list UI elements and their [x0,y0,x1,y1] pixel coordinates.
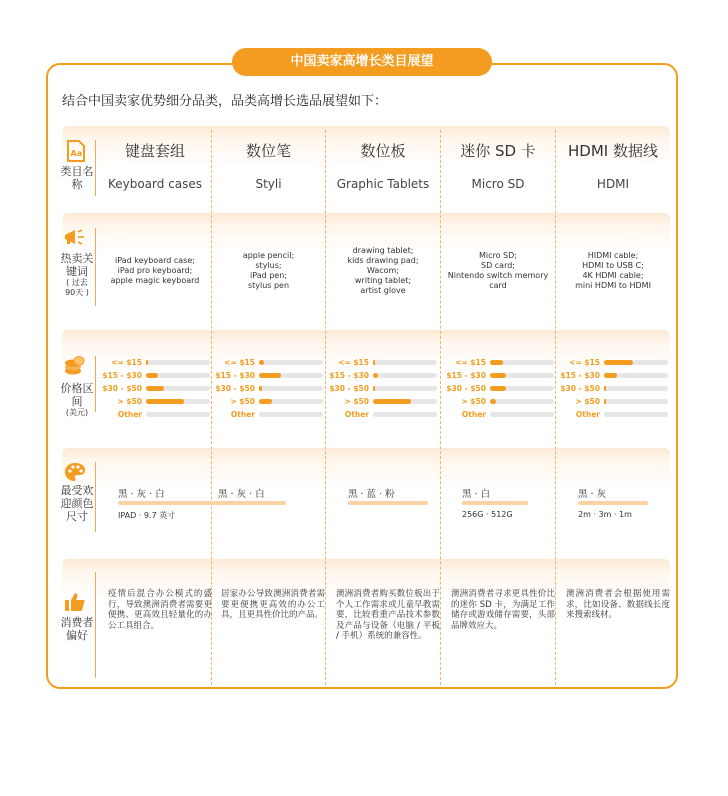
price-bar-fill [146,386,164,391]
price-row [100,357,218,370]
category-name-zh: 键盘套组 [124,142,185,160]
price-row [444,370,562,383]
popular-colors: 黑 · 灰 · 白 [218,489,265,500]
page-title: 中国卖家高增长类目展望 [232,48,492,76]
price-level-label: <= $15 [111,358,142,367]
price-row [327,396,445,409]
price-row [327,383,445,396]
price-bar-track [490,399,554,404]
price-row [444,383,562,396]
price-bar-track [146,386,210,391]
price-row [444,396,562,409]
price-bar-fill [373,399,411,404]
price-level-label: <= $15 [569,358,600,367]
price-bar-track [259,412,323,417]
row-label-divider [95,572,96,678]
category-name-en: Keyboard cases [107,177,203,191]
price-bar-fill [146,399,184,404]
price-level-label: > $50 [344,397,369,406]
price-bar-track [490,386,554,391]
price-level-label: > $50 [575,397,600,406]
popular-sizes: 2m · 3m · 1m [578,510,632,519]
popular-colors: 黑 · 灰 [578,489,607,500]
price-bar-track [604,412,668,417]
thumbs-up-icon [64,592,86,612]
price-bar-track [490,373,554,378]
price-row [558,370,676,383]
price-row [213,409,331,422]
price-bar-fill [490,360,503,365]
category-name-en: Graphic Tablets [336,177,430,191]
price-bar-fill [259,386,262,391]
price-bar-track [259,386,323,391]
row-label-divider [95,140,96,196]
price-bar-fill [604,399,606,404]
price-bar-fill [490,399,496,404]
category-name-en: Micro SD [471,177,525,191]
keyword-list: HIDMI cable; HDMI to USB C; 4K HDMI cable; mini HDMI to HDMI [575,251,651,290]
price-row [327,370,445,383]
band-colors [62,448,670,552]
price-level-label: <= $15 [338,358,369,367]
price-bar-fill [259,399,272,404]
price-level-label: $30 - $50 [560,384,600,393]
row-label-keywords: 热卖关键词 ( 过去 90天 ) [60,252,94,297]
color-bar [348,501,428,505]
price-level-label: $30 - $50 [215,384,255,393]
price-bar-track [490,360,554,365]
price-level-label: > $50 [461,397,486,406]
megaphone-icon [63,228,87,246]
price-bar-track [604,373,668,378]
popular-colors: 黑 · 灰 · 白 [118,489,165,500]
price-bar-fill [604,373,617,378]
price-row [100,396,218,409]
price-level-label: Other [230,410,255,419]
price-level-label: <= $15 [224,358,255,367]
price-level-label: $15 - $30 [215,371,255,380]
price-level-label: > $50 [117,397,142,406]
price-row [327,409,445,422]
category-name-zh: HDMI 数据线 [568,142,658,160]
row-label-divider [95,356,96,412]
svg-text:Aa: Aa [70,149,83,158]
color-bar [118,501,286,505]
keyword-list: drawing tablet; kids drawing pad; Wacom; writing tablet; artist glove [347,246,419,295]
consumer-preference: 澳洲消费者寻求更具性价比的迷你 SD 卡，为满足工作储存或游戏储存需要，头部品牌效应大。 [451,589,555,631]
price-bar-fill [259,360,264,365]
price-distribution [444,357,562,422]
popular-colors: 黑 · 蓝 · 粉 [348,489,395,500]
consumer-preference: 疫情后混合办公模式的盛行，导致澳洲消费者需要更便携、更高效且轻量化的办公工具组合。 [108,589,212,631]
color-bar [578,501,648,505]
price-level-label: $30 - $50 [329,384,369,393]
price-bar-fill [373,360,375,365]
price-level-label: Other [575,410,600,419]
price-bar-track [373,360,437,365]
row-label-price: 价格区间 (美元) [60,382,94,417]
price-row [444,409,562,422]
price-level-label: $15 - $30 [102,371,142,380]
price-level-label: $15 - $30 [446,371,486,380]
price-row [327,357,445,370]
price-level-label: $15 - $30 [560,371,600,380]
price-row [100,409,218,422]
price-bar-track [146,412,210,417]
price-bar-track [259,399,323,404]
category-name-en: Styli [255,177,282,191]
row-label-divider [95,228,96,306]
keyword-list: iPad keyboard case; iPad pro keyboard; apple magic keyboard [110,256,200,285]
price-level-label: Other [117,410,142,419]
popular-colors: 黑 · 白 [462,489,491,500]
price-row [558,396,676,409]
price-row [213,396,331,409]
row-label-colors: 最受欢迎颜色尺寸 [60,484,94,523]
row-label-category: 类目名称 [60,165,94,191]
row-label-divider [95,462,96,532]
price-bar-track [146,360,210,365]
keyword-list: Micro SD; SD card; Nintendo switch memory card [447,251,549,290]
price-bar-fill [373,386,375,391]
price-level-label: > $50 [230,397,255,406]
price-bar-track [259,373,323,378]
price-distribution [213,357,331,422]
color-bar [462,501,528,505]
price-level-label: Other [344,410,369,419]
consumer-preference: 澳洲消费者会根据使用需求，比如设备、数据线长度来搜索线材。 [566,589,670,620]
price-level-label: $30 - $50 [102,384,142,393]
intro-text: 结合中国卖家优势细分品类，品类高增长选品展望如下： [62,94,388,109]
price-level-label: $15 - $30 [329,371,369,380]
price-row [100,370,218,383]
price-distribution [100,357,218,422]
price-bar-fill [490,373,506,378]
price-row [213,357,331,370]
price-row [100,383,218,396]
category-name-zh: 数位板 [360,142,406,160]
row-label-preference: 消费者偏好 [60,616,94,642]
price-bar-fill [259,373,281,378]
popular-sizes: 256G · 512G [462,510,513,519]
price-distribution [327,357,445,422]
price-bar-track [146,399,210,404]
price-distribution [558,357,676,422]
price-bar-fill [146,360,148,365]
category-name-en: HDMI [596,177,630,191]
category-name-zh: 数位笔 [245,142,291,160]
price-row [444,357,562,370]
price-bar-track [373,412,437,417]
price-row [213,383,331,396]
price-bar-track [490,412,554,417]
price-bar-track [604,386,668,391]
palette-icon [64,462,86,482]
price-level-label: Other [461,410,486,419]
coins-icon [64,356,86,376]
price-bar-track [373,386,437,391]
price-bar-fill [604,386,606,391]
price-bar-track [604,360,668,365]
price-row [558,409,676,422]
price-bar-fill [604,360,633,365]
price-row [213,370,331,383]
popular-sizes: IPAD · 9.7 英寸 [118,511,176,520]
price-bar-track [373,373,437,378]
price-bar-fill [490,386,506,391]
category-name-zh: 迷你 SD 卡 [460,142,536,160]
price-bar-fill [373,373,378,378]
document-icon [66,140,86,162]
price-level-label: $30 - $50 [446,384,486,393]
price-bar-track [259,360,323,365]
keyword-list: apple pencil; stylus; iPad pen; stylus pen [242,251,295,290]
price-bar-track [373,399,437,404]
consumer-preference: 居家办公导致澳洲消费者需要更便携更高效的办公工具，且更具性价比的产品。 [221,589,325,620]
price-bar-track [146,373,210,378]
price-level-label: <= $15 [455,358,486,367]
price-row [558,357,676,370]
price-row [558,383,676,396]
price-bar-fill [146,373,158,378]
price-bar-track [604,399,668,404]
consumer-preference: 澳洲消费者购买数位板出于个人工作需求或儿童早教需要，比较看重产品技术参数及产品与设备（电脑 / 平板 / 手机）系统的兼容性。 [336,589,440,641]
